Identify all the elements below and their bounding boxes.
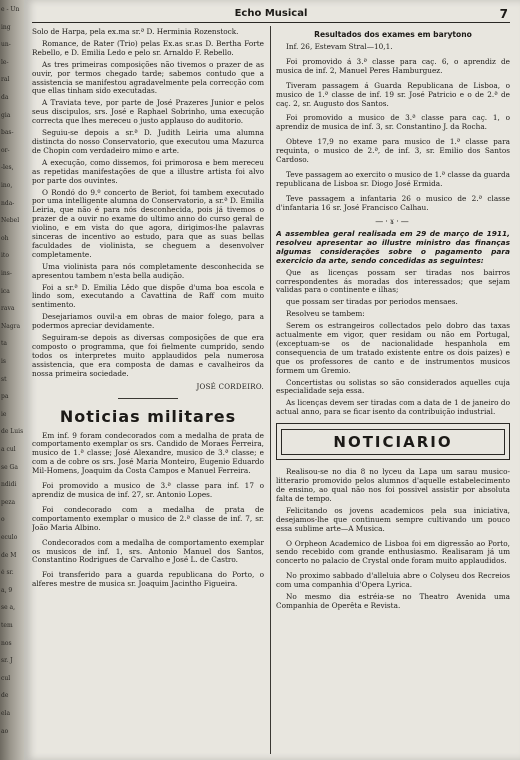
paragraph: Seguiu-se depois a sr.ª D. Judith Leiria uma alumna distincta do nosso Conservatorio, que executou uma Mazurca de Chopin com verdadeiro mimo e arte. <box>32 128 264 155</box>
divider <box>118 398 178 399</box>
left-column <box>32 28 264 754</box>
paragraph: Realisou-se no dia 8 no lyceu da Lapa um sarau musico-litterario promovido pelos alumnos d'aquelle estabelecimento de ensino, ao qual não nos foi possivel assistir por absoluta falta de tempo. <box>276 467 510 503</box>
edge-text-fragment: ta <box>1 340 7 348</box>
section-title-military: Noticias militares <box>59 406 237 426</box>
edge-text-fragment: oh <box>1 234 9 242</box>
edge-text-fragment: le- <box>1 58 9 66</box>
edge-text-fragment: ins- <box>1 270 12 277</box>
edge-text-fragment: se a, <box>1 604 16 612</box>
edge-text-fragment: nda- <box>1 199 15 207</box>
paragraph: Desejariamos ouvil-a em obras de maior folego, para a podermos apreciar devidamente. <box>32 312 264 331</box>
paragraph: A Traviata teve, por parte de José Prazeres Junior e pelos seus discipulos, srs. José e Raphael Sobrinho, uma execução correcta que lhes mereceu o justo applauso do auditorio. <box>32 98 264 126</box>
paragraph: Teve passagem ao exercito o musico de 1.ª classe da guarda republicana de Lisboa sr. Diogo José Ermida. <box>276 169 510 188</box>
edge-text-fragment: de M <box>1 551 17 559</box>
edge-text-fragment: é sr. <box>1 569 14 577</box>
edge-text-fragment: da <box>1 94 9 101</box>
paragraph: O Orpheon Academico de Lisboa foi em digressão ao Porto, sendo recebido com grande enthusiasmo. Realisaram já um concerto no palacio de Crystal onde foram muito applaudidos. <box>276 538 510 566</box>
paragraph: Inf. 26, Estevam Stral—10,1. <box>286 42 393 51</box>
edge-text-fragment: ndidi <box>1 481 17 489</box>
edge-text-fragment: e - Un <box>1 6 20 13</box>
paragraph: Serem os estrangeiros collectados pelo dobro das taxas actualmente em vigor, quer residam ou não em Portugal, (exceptuam-se os de nacionalidade hespanhola em consequencia de um tratado existente entre os dois paizes) e que os professores de canto e de instrumentos musicos formem um Gremio. <box>276 321 510 375</box>
paragraph: Seguiram-se depois as diversas composições de que era composto o programma, que foi fielmente cumprido, sendo todos os interpretes muito applaudidos pela numerosa assistencia, que era composta de damas e cavalheiros da nossa primeira sociedade. <box>32 333 264 378</box>
paragraph: Uma violinista para nós completamente desconhecida se apresentou tambem n'esta bella audição. <box>32 261 264 280</box>
paragraph: Foi a sr.ª D. Emilia Lêdo que dispõe d'uma boa escola e lindo som, executando a Cavattina de Raff com muito sentimento. <box>32 282 264 310</box>
paragraph: A execução, como dissemos, foi primorosa e bem mereceu as repetidas manifestações de que a illustre artista foi alvo por parte dos ouvintes. <box>32 157 264 185</box>
paragraph: Teve passagem a infantaria 26 o musico de 2.ª classe d'infantaria 16 sr. José Francisco Calhau. <box>276 193 510 212</box>
edge-text-fragment: cul <box>1 674 11 682</box>
paragraph: que possam ser tiradas por periodos mensaes. <box>286 297 458 307</box>
edge-text-fragment: or- <box>1 146 10 154</box>
paragraph: Foi condecorado com a medalha de prata de comportamento exemplar o musico de 2.ª classe de inf. 7, sr. João Maria Albino. <box>32 504 264 532</box>
edge-text-fragment: ino, <box>1 182 13 189</box>
noticiario-title: NOTICIARIO <box>281 429 505 455</box>
paragraph: Felicitando os jovens academicos pela sua iniciativa, desejamos-lhe que continuem sempre cultivando um pouco essa sublime arte—A Musica. <box>276 505 510 533</box>
edge-text-fragment: de <box>1 692 9 700</box>
adjacent-page-edge <box>0 0 24 760</box>
edge-text-fragment: de Luis <box>1 428 23 436</box>
edge-text-fragment: ing <box>1 23 11 31</box>
column-divider <box>270 26 271 754</box>
paragraph: Romance, de Rater (Trio) pelas Ex.as sr.as D. Bertha Forte Rebello, e D. Emilia Ledo e pelo sr. Arnaldo F. Rebello. <box>32 38 264 57</box>
page-header <box>32 8 510 23</box>
newspaper-page <box>24 0 520 760</box>
edge-text-fragment: a cul <box>1 446 16 453</box>
edge-text-fragment: nos <box>1 639 12 647</box>
paragraph: Condecorados com a medalha de comportamento exemplar os musicos de inf. 1, srs. Antonio Manuel dos Santos, Constantino Rodrigues de Carvalho e José L. de Castro. <box>32 537 264 565</box>
edge-text-fragment: sr. J <box>1 657 13 665</box>
paragraph: Em inf. 9 foram condecorados com a medalha de prata de comportamento exemplar os srs. Candido de Moraes Ferreira, musico de 1.ª classe; José Alexandre, musico de 3.ª classe; e com a de cobre os srs. José Maria Monteiro, Eugenio Eduardo Mil-Homens, Joaquim da Costa Campos e Manuel Ferreira. <box>32 430 264 476</box>
edge-text-fragment: un- <box>1 41 11 49</box>
edge-text-fragment: peza <box>1 498 16 506</box>
edge-text-fragment: tem <box>1 622 13 629</box>
edge-text-fragment: ica <box>1 287 10 295</box>
edge-text-fragment: bas- <box>1 129 14 137</box>
edge-text-fragment: pa <box>1 393 9 401</box>
noticiario-banner <box>276 423 510 460</box>
paragraph: Foi promovido a musico de 3.ª classe para inf. 17 o aprendiz de musica de inf. 27, sr. Antonio Lopes. <box>32 481 264 499</box>
ornament-divider: —·ɤ·— <box>375 216 411 226</box>
edge-text-fragment: o <box>1 516 5 524</box>
paragraph: No mesmo dia estréia-se no Theatro Avenida uma Companhia de Operêta e Revista. <box>276 592 510 610</box>
paragraph: No proximo sabbado d'alleluia abre o Colyseu dos Recreios com uma companhia d'Opera Lyrica. <box>276 571 510 590</box>
edge-text-fragment: rava <box>1 305 15 313</box>
author-signature: JOSÉ CORDEIRO. <box>196 382 264 391</box>
paragraph: O Rondó do 9.º concerto de Beriot, foi tambem executado por uma intelligente alumna do Conservatorio, a sr.ª D. Emilia Leiria, que não é para nós desconhecida, pois já tivemos o prazer de a ouvir no exame do ultimo anno do curso geral de violino, e em vista do que agora, dirigimos-lhe palavras sinceras de incentivo ao estudo, para que as suas bellas faculdades de violinista, se cheguem a desenvolver completamente. <box>32 187 264 259</box>
concert-review <box>32 28 264 392</box>
edge-text-fragment: Nebel <box>1 217 20 225</box>
military-news <box>32 432 264 590</box>
edge-text-fragment: se Ga <box>1 463 18 471</box>
edge-text-fragment: -les, <box>1 164 14 172</box>
edge-text-fragment: ito <box>1 252 9 260</box>
journal-title: Echo Musical <box>234 8 308 19</box>
paragraph: Foi promovido a musico de 3.ª classe para caç. 1, o aprendiz de musica de inf. 3, sr. Constantino J. da Rocha. <box>276 113 510 132</box>
edge-text-fragment: eculo <box>1 534 18 541</box>
paragraph: As licenças devem ser tiradas com a data de 1 de janeiro do actual anno, para se ficar isento da contribuição industrial. <box>276 398 510 417</box>
paragraph: Foi transferido para a guarda republicana do Porto, o alferes mestre de musica sr. Joaquim Jacintho Figueira. <box>32 570 264 589</box>
assembly-announcement: A assemblea geral realisada em 29 de março de 1911, resolveu apresentar ao illustre ministro das finanças algumas considerações sobre o pagamento para exercicio da arte, sendo concedidas as seguintes: <box>276 228 510 265</box>
right-column <box>276 28 510 754</box>
paragraph: Solo de Harpa, pela ex.ma sr.ª D. Herminia Rozenstock. <box>32 28 239 36</box>
paragraph: Que as licenças possam ser tiradas nos bairros correspondentes ás moradas dos interessados; que sejam validas para o continente e ilhas; <box>276 267 510 295</box>
edge-text-fragment: gia <box>1 111 11 119</box>
paragraph: Foi promovido á 3.ª classe para caç. 6, o aprendiz de musica de inf. 2, Manuel Peres Hamburguez. <box>276 56 510 75</box>
paragraph: Resolveu se tambem: <box>286 309 365 319</box>
edge-text-fragment: ao <box>1 727 9 735</box>
paragraph: Tiveram passagem á Guarda Republicana de Lisboa, o musico de 1.ª classe de inf. 19 sr. José Patricio e o de 2.ª de caç. 2, sr. Augusto dos Santos. <box>276 80 510 108</box>
page-number: 7 <box>499 7 508 21</box>
paragraph: Obteve 17,9 no exame para musico de 1.ª classe para requinta, o musico de 2.ª, de inf. 3, sr. Emilio dos Santos Cardoso. <box>276 137 510 165</box>
edge-text-fragment: ela <box>1 710 11 717</box>
edge-text-fragment: ral <box>1 76 10 84</box>
paragraph: Concertistas ou solistas so são considerados aquelles cuja especialidade seja essa. <box>276 377 510 396</box>
edge-text-fragment: st <box>1 375 7 383</box>
paragraph: As tres primeiras composições não tivemos o prazer de as ouvir, por termos chegado tarde; sabemos contudo que a assistencia se manifestou agradavelmente pela correcção com que ellas tinham sido executadas. <box>32 59 264 96</box>
exam-results-heading: Resultados dos exames em barytono <box>314 30 472 39</box>
edge-text-fragment: is <box>1 358 6 365</box>
edge-text-fragment: ie <box>1 410 7 418</box>
edge-text-fragment: a, 9 <box>1 586 13 594</box>
edge-text-fragment: Nagra <box>1 322 21 330</box>
